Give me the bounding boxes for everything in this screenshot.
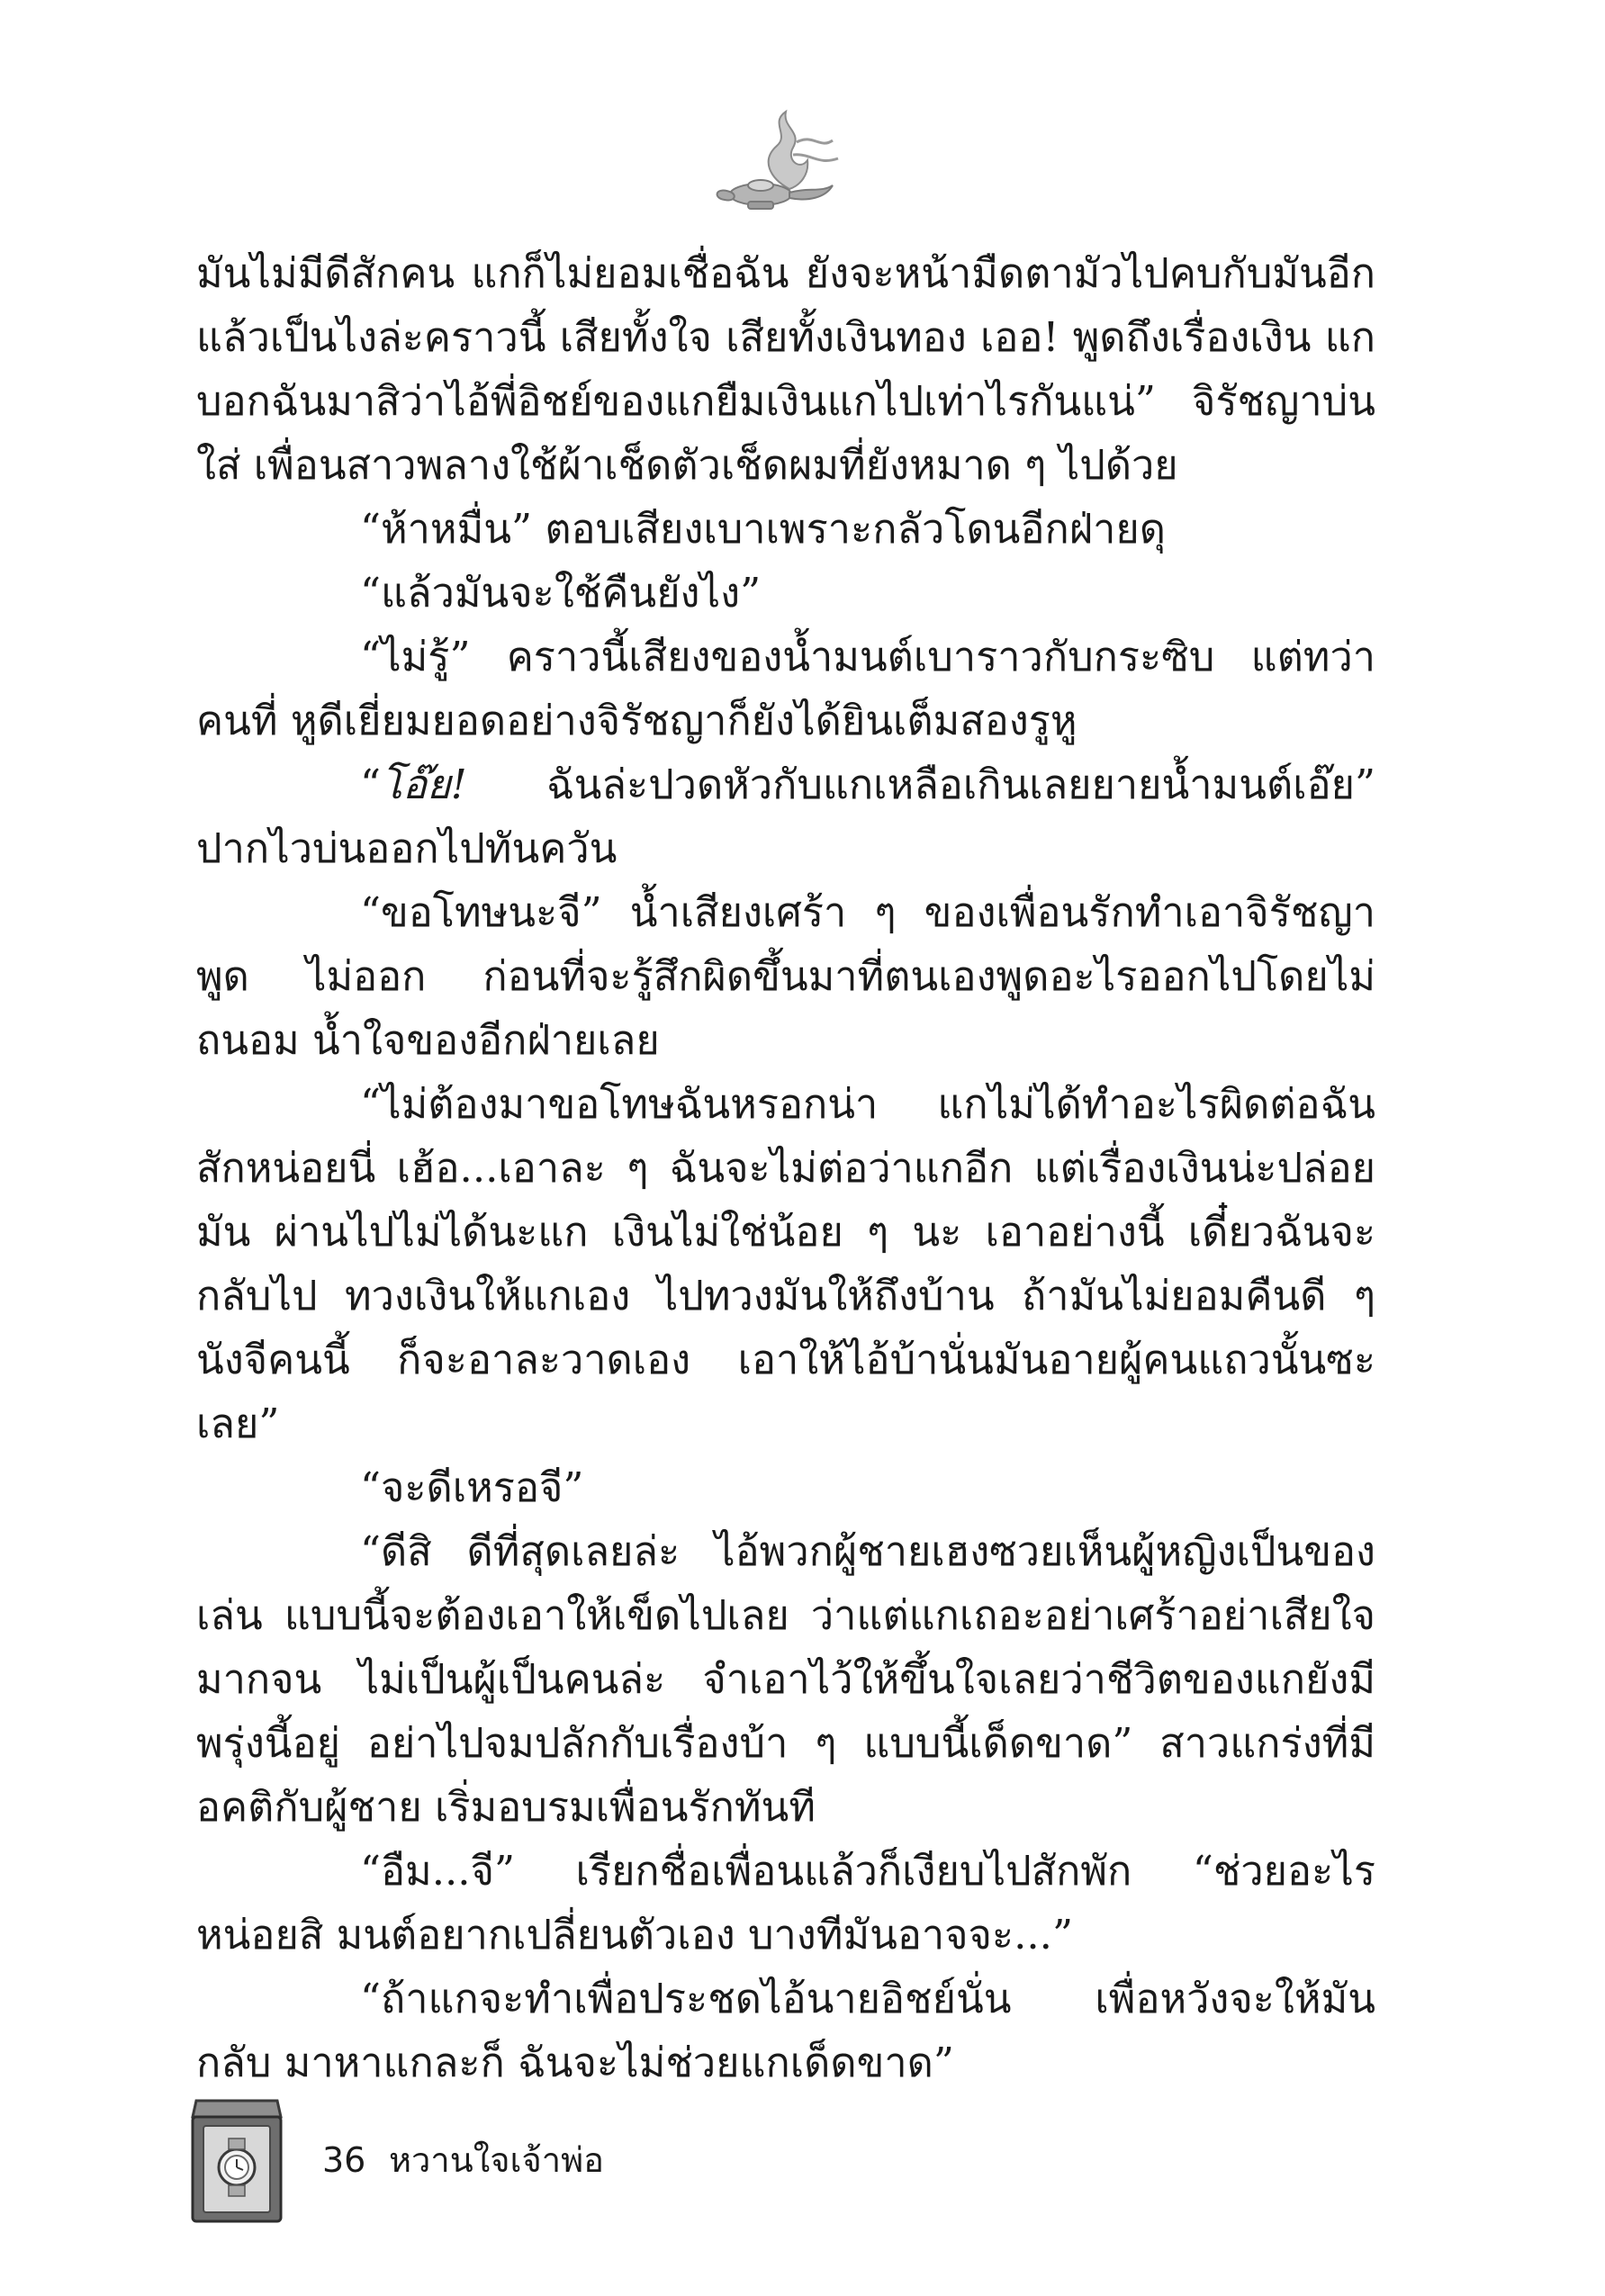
paragraph: “จะดีเหรอจี” xyxy=(360,1463,584,1511)
watch-box-icon xyxy=(189,2097,284,2225)
paragraph: “อืม...จี” เรียกชื่อเพื่อนแล้วก็เงียบไปสักพัก “ช่วยอะไรหน่อยสิ มนต์อยากเปลี่ยนตัวเอง บางทีมันอาจจะ...” xyxy=(196,1847,1375,1958)
paragraph: “ดีสิ ดีที่สุดเลยล่ะ ไอ้พวกผู้ชายเฮงซวยเห็นผู้หญิงเป็นของเล่น แบบนี้จะต้องเอาให้เข็ดไปเลย ว่าแต่แกเถอะอย่าเศร้าอย่าเสียใจมากจน ไม่เป็นผู้เป็นคนล่ะ จำเอาไว้ให้ขึ้นใจเลยว่าชีวิตของแกยังมีพรุ่งนี้อยู่ อย่าไปจมปลักกับเรื่องบ้า ๆ แบบนี้เด็ดขาด” สาวแกร่งที่มีอคติกับผู้ชาย เริ่มอบรมเพื่อนรักทันที xyxy=(196,1527,1375,1831)
page-number: 36 xyxy=(322,2140,366,2180)
open-quote: “ xyxy=(360,761,382,808)
paragraph xyxy=(196,752,1375,880)
genie-lamp-icon xyxy=(707,106,851,214)
paragraph: “แล้วมันจะใช้คืนยังไง” xyxy=(360,569,762,617)
paragraph: มันไม่มีดีสักคน แกก็ไม่ยอมเชื่อฉัน ยังจะหน้ามืดตามัวไปคบกับมันอีก แล้วเป็นไงล่ะคราวนี้ เสียทั้งใจ เสียทั้งเงินทอง เออ! พูดถึงเรื่องเงิน แก บอกฉันมาสิว่าไอ้พี่อิชย์ของแกยืมเงินแกไปเท่าไรกันแน่” จิรัชญาบ่นใส่ เพื่อนสาวพลางใช้ผ้าเช็ดตัวเช็ดผมที่ยังหมาด ๆ ไปด้วย xyxy=(196,249,1375,489)
paragraph: “ถ้าแกจะทำเพื่อประชดไอ้นายอิชย์นั่น เพื่อหวังจะให้มันกลับ มาหาแกละก็ ฉันจะไม่ช่วยแกเด็ดขาด” xyxy=(196,1975,1375,2086)
paragraph: “ห้าหมื่น” ตอบเสียงเบาเพราะกลัวโดนอีกฝ่ายดุ xyxy=(360,505,1166,553)
paragraph: “ไม่ต้องมาขอโทษฉันหรอกน่า แกไม่ได้ทำอะไรผิดต่อฉัน สักหน่อยนี่ เฮ้อ...เอาละ ๆ ฉันจะไม่ต่อว่าแกอีก แต่เรื่องเงินน่ะปล่อยมัน ผ่านไปไม่ได้นะแก เงินไม่ใช่น้อย ๆ นะ เอาอย่างนี้ เดี๋ยวฉันจะกลับไป ทวงเงินให้แกเอง ไปทวงมันให้ถึงบ้าน ถ้ามันไม่ยอมคืนดี ๆ นังจีคนนี้ ก็จะอาละวาดเอง เอาให้ไอ้บ้านั่นมันอายผู้คนแถวนั้นซะเลย” xyxy=(196,1080,1375,1447)
paragraph: “ขอโทษนะจี” น้ำเสียงเศร้า ๆ ของเพื่อนรักทำเอาจิรัชญาพูด ไม่ออก ก่อนที่จะรู้สึกผิดขึ้นมาที่ตนเองพูดอะไรออกไปโดยไม่ถนอม น้ำใจของอีกฝ่ายเลย xyxy=(196,888,1375,1064)
body-text xyxy=(196,241,1375,2094)
paragraph: “ไม่รู้” คราวนี้เสียงของน้ำมนต์เบาราวกับกระซิบ แต่ทว่าคนที่ หูดีเยี่ยมยอดอย่างจิรัชญาก็ยังได้ยินเต็มสองรูหู xyxy=(196,633,1375,744)
book-title: หวานใจเจ้าพ่อ xyxy=(389,2140,604,2180)
paragraph-rest: ฉันล่ะปวดหัวกับแกเหลือเกินเลยยายน้ำมนต์เอ๊ย” ปากไวบ่นออกไปทันควัน xyxy=(196,761,1375,872)
page-footer xyxy=(189,2097,819,2232)
italic-exclamation: โอ๊ย! xyxy=(381,761,467,808)
